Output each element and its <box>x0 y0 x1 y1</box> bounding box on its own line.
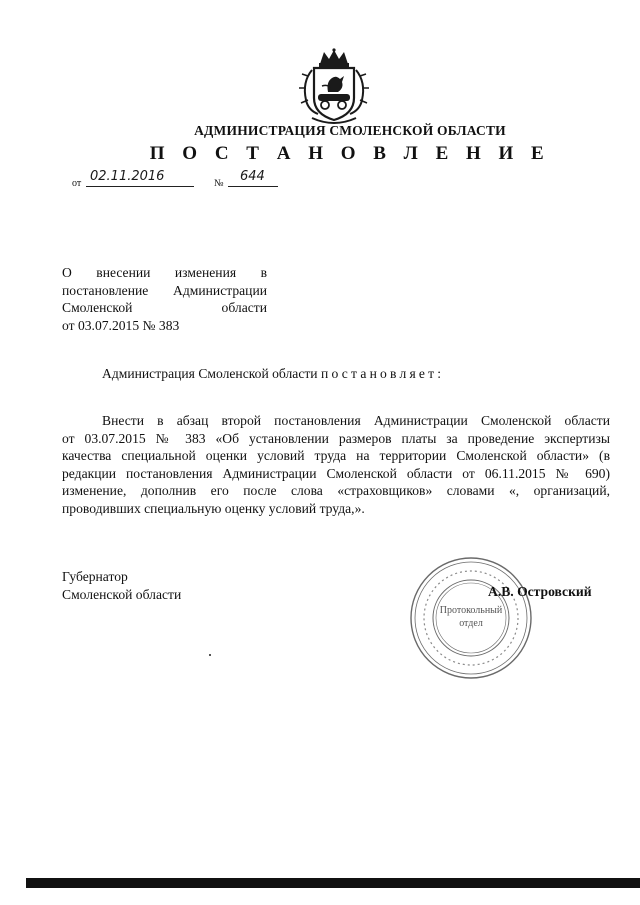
preamble <box>102 366 444 382</box>
body-paragraph: Внести в абзац второй постановления Администрации Смоленской области от 03.07.2015 № 383 «Об установлении размеров платы за проведение экспертизы качества специальной оценки условий труда на территории Смоленской области» (в редакции постановления Администрации Смоленской области от 06.11.2015 № 690) изменение, дополнив его после слова «страховщиков» словами «, организаций, проводивших специальную оценку условий труда,». <box>62 413 610 516</box>
document-date: 02.11.2016 <box>90 169 165 184</box>
date-from-label: от <box>72 178 82 189</box>
stamp-inner-line1: Протокольный <box>439 605 503 616</box>
preamble-text: Администрация Смоленской области <box>102 366 318 381</box>
scan-bottom-edge <box>26 878 640 888</box>
subject-line: постановление Администрации <box>62 282 267 298</box>
preamble-verb: постановляет: <box>320 366 445 381</box>
subject-line: Смоленской области <box>62 300 267 316</box>
subject-line: от 03.07.2015 № 383 <box>62 317 180 333</box>
document-number: 644 <box>240 169 265 184</box>
stamp-inner-line2: отдел <box>459 618 483 629</box>
document-type-title: П О С Т А Н О В Л Е Н И Е <box>149 143 551 164</box>
signer-name: А.В. Островский <box>488 584 592 599</box>
date-underline <box>86 186 194 187</box>
governor-title-line: Губернатор <box>62 569 128 584</box>
smolensk-coat-of-arms-icon <box>298 48 370 126</box>
subject-line: О внесении изменения в <box>62 265 267 280</box>
document-number-label: № <box>214 178 224 189</box>
document-subject <box>62 264 267 334</box>
governor-title-line: Смоленской области <box>62 586 182 602</box>
scan-speck <box>209 654 211 656</box>
governor-title <box>62 568 181 603</box>
organization-name: АДМИНИСТРАЦИЯ СМОЛЕНСКОЙ ОБЛАСТИ <box>194 123 506 138</box>
round-official-stamp <box>406 553 536 683</box>
number-underline <box>228 186 278 187</box>
